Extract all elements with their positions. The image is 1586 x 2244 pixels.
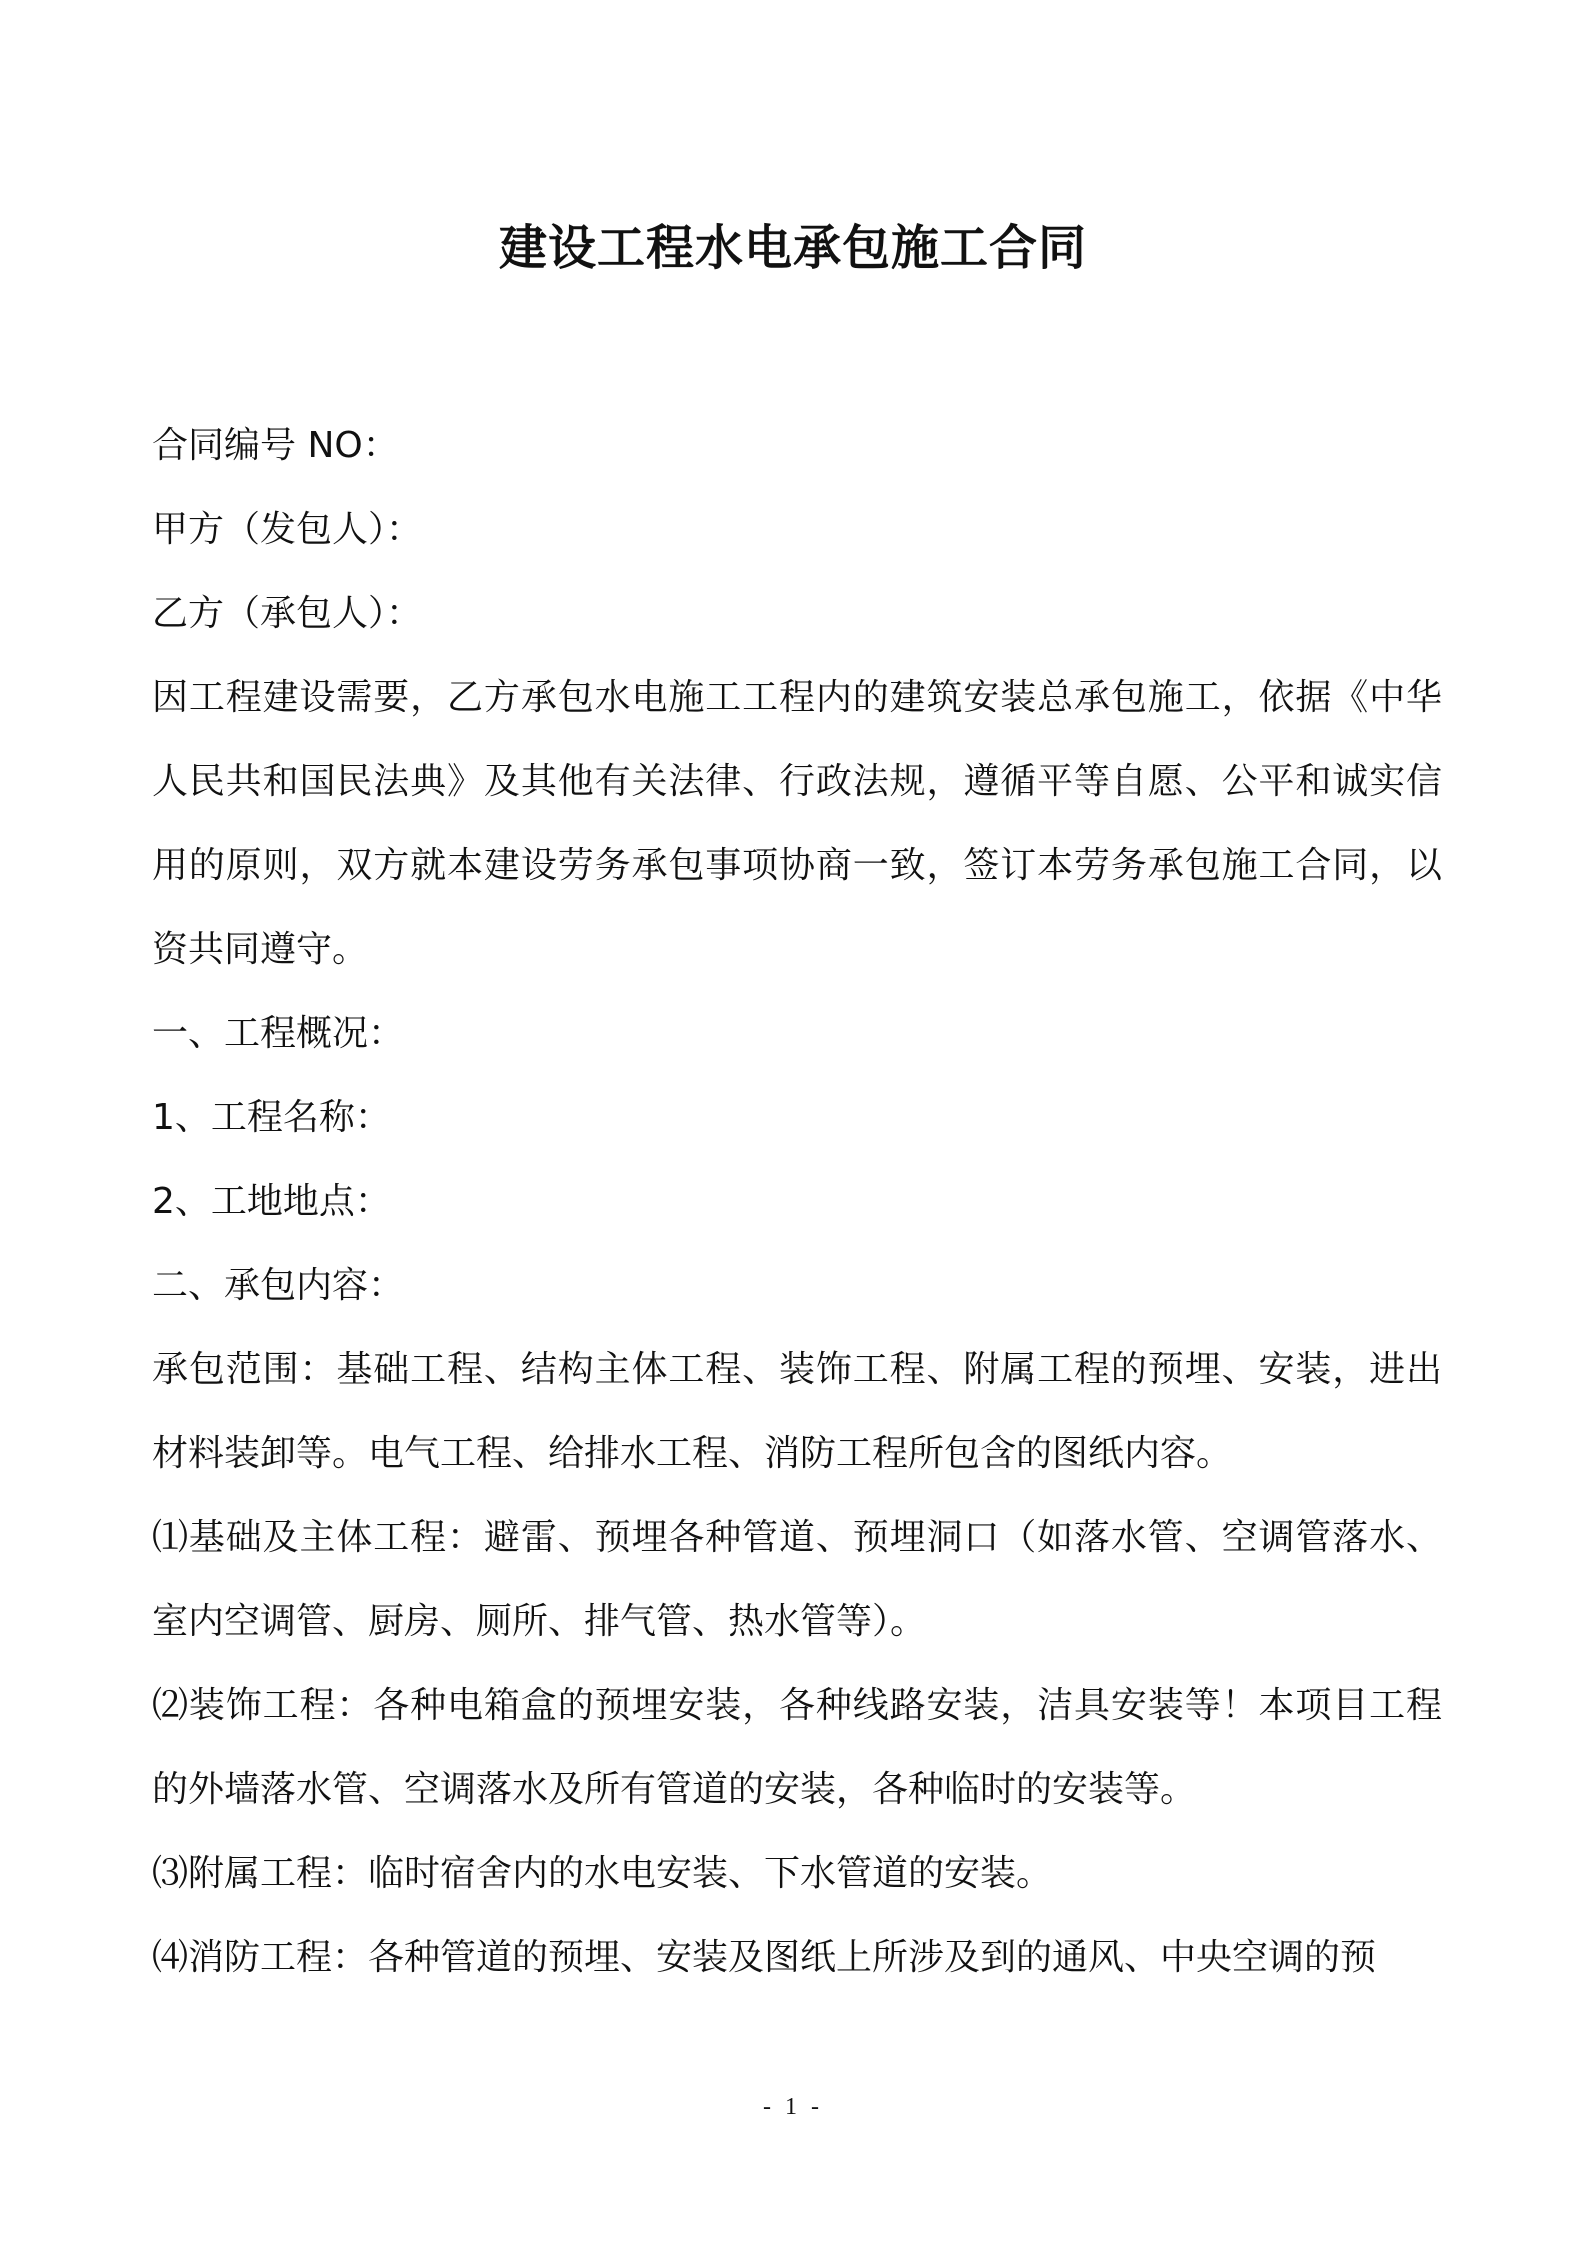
clause-2: ⑵装饰工程：各种电箱盒的预埋安装，各种线路安装，洁具安装等！本项目工程的外墙落水管、空调落水及所有管道的安装，各种临时的安装等。 xyxy=(152,1685,1442,1810)
clause-1: ⑴基础及主体工程：避雷、预埋各种管道、预埋洞口（如落水管、空调管落水、室内空调管、厨房、厕所、排气管、热水管等）。 xyxy=(152,1517,1442,1642)
clause-4: ⑷消防工程：各种管道的预埋、安装及图纸上所涉及到的通风、中央空调的预 xyxy=(152,1937,1377,1978)
project-name-item: 1、工程名称： xyxy=(152,1097,391,1138)
page-number: - 1 - xyxy=(763,2094,823,2120)
party-a-label: 甲方（发包人）： xyxy=(152,509,423,550)
contract-body xyxy=(152,404,1442,2000)
section-1-heading: 一、工程概况： xyxy=(152,1013,405,1054)
preamble-paragraph: 因工程建设需要，乙方承包水电施工工程内的建筑安装总承包施工，依据《中华人民共和国民法典》及其他有关法律、行政法规，遵循平等自愿、公平和诚实信用的原则，双方就本建设劳务承包事项协商一致，签订本劳务承包施工合同，以资共同遵守。 xyxy=(152,677,1442,970)
contract-no-label: 合同编号 NO： xyxy=(152,425,399,466)
site-location-item: 2、工地地点： xyxy=(152,1181,391,1222)
party-b-label: 乙方（承包人）： xyxy=(152,593,423,634)
document-title: 建设工程水电承包施工合同 xyxy=(498,220,1087,276)
scope-paragraph: 承包范围：基础工程、结构主体工程、装饰工程、附属工程的预埋、安装，进出材料装卸等。电气工程、给排水工程、消防工程所包含的图纸内容。 xyxy=(152,1349,1442,1474)
clause-3: ⑶附属工程：临时宿舍内的水电安装、下水管道的安装。 xyxy=(152,1853,1053,1894)
section-2-heading: 二、承包内容： xyxy=(152,1265,405,1306)
